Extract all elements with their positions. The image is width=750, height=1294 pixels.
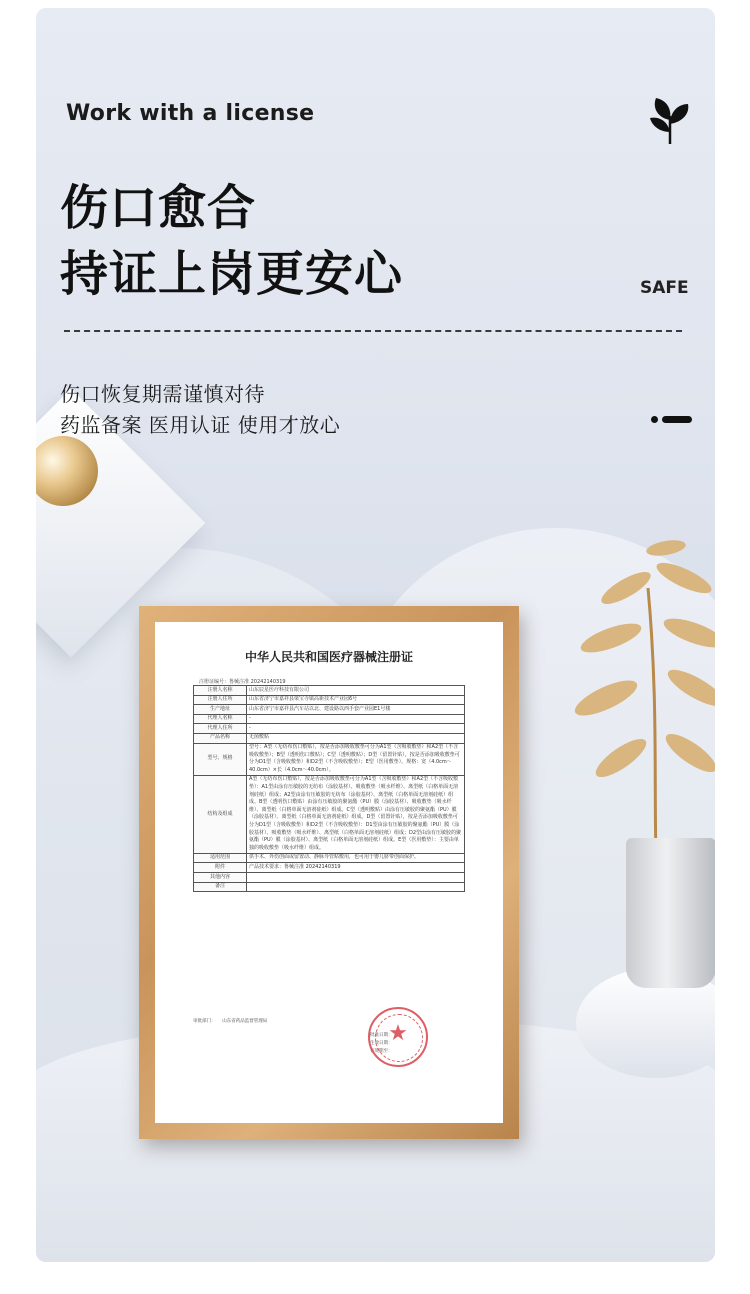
certificate-row-value: 山东省济宁市嘉祥县汽车站以北、建设路以西手套产业园E1号楼 — [247, 705, 465, 715]
approval-date-label: 批准日期： — [370, 1033, 393, 1038]
certificate-row-key: 产品名称 — [194, 733, 247, 743]
seal-star-icon: ★ — [388, 1021, 408, 1046]
certificate-row-value: - — [247, 714, 465, 724]
certificate-row-value: - — [247, 724, 465, 734]
certificate-row-value: A型（无纺布伤口敷贴），按是否添加吸收敷垫可分为A1型（含吸收敷垫）和A2型（不含吸收敷垫）：A1型由涂有压敏胶的无纺布（涂胶基材）、吸收敷垫（吸水纤维）、离型纸（白格单面无溶剂硅纸）组成；A2型由涂有压敏胶的无纺布（涂胶基材）、离型纸（白格单面无溶剂硅纸）组成。B型（透明伤口敷贴）由涂有压敏胶的聚氨酯（PU）膜（涂胶基材）、吸收敷垫（吸水纤维）、离型纸（白格单面无溶剂硅纸）组成。C型（透明敷贴）由涂有压敏胶的聚氨酯（PU）膜（涂胶基材）、离型纸（白格单面无溶剂硅纸）组成。D型（留置针贴），按是否添加吸收敷垫可分为D1型（含吸收敷垫）和D2型（不含吸收敷垫）：D1型由涂有压敏胶的聚氨酯（PU）膜（涂胶基材）、吸收敷垫（吸水纤维）、离型纸（白格单面无溶剂硅纸）组成；D2型由涂有压敏胶的聚氨酯（PU）膜（涂胶基材）、离型纸（白格单面无溶剂硅纸）组成。E型（医用敷垫）：主要由单独的吸收敷垫（吸水纤维）组成。 — [247, 775, 465, 853]
certificate-row-key: 注册人住所 — [194, 695, 247, 705]
indicator-dot — [651, 416, 658, 423]
certificate-row-value: 型号：A型（无纺布伤口敷贴），按是否添加吸收敷垫可分为A1型（含吸收敷垫）和A2型（不含吸收敷垫）；B型（透明伤口敷贴）；C型（透明敷贴）；D型（留置针贴），按是否添加吸收敷垫可分为D1型（含吸收敷垫）和D2型（不含吸收敷垫）；E型（医用敷垫）。规格：宽（4.0cm～40.0cm）×长（4.0cm～40.0cm）。 — [247, 743, 465, 775]
certificate-row-value: 山东辰星医疗科技有限公司 — [247, 686, 465, 696]
certificate-row-value — [247, 882, 465, 892]
certificate-row-key: 型号、规格 — [194, 743, 247, 775]
certificate-frame — [139, 606, 519, 1139]
certificate-row-key: 备注 — [194, 882, 247, 892]
golden-plant-icon — [566, 528, 715, 858]
certificate-row-key: 其他内容 — [194, 873, 247, 883]
certificate-row-key: 结构及组成 — [194, 775, 247, 853]
certificate-row-key: 生产地址 — [194, 705, 247, 715]
certificate-row-key: 附件 — [194, 863, 247, 873]
certificate-row — [194, 686, 465, 696]
certificate-row — [194, 863, 465, 873]
certificate-row — [194, 775, 465, 853]
certificate-number: 注册证编号：鲁械注准 20242140319 — [199, 679, 286, 685]
certificate-row — [194, 882, 465, 892]
certificate-row — [194, 743, 465, 775]
certificate-row — [194, 733, 465, 743]
expiry-date-label: 有效期至： — [370, 1049, 393, 1054]
english-title: Work with a license — [66, 101, 315, 126]
certificate-row-key: 代理人住所 — [194, 724, 247, 734]
certificate-paper — [155, 622, 503, 1123]
certificate-row — [194, 714, 465, 724]
official-seal — [368, 1007, 428, 1067]
certificate-row-value — [247, 873, 465, 883]
vase — [626, 838, 715, 988]
certificate-row — [194, 873, 465, 883]
certificate-row-value: 山东省济宁市嘉祥县梁宝寺镇高新技术产业园6号 — [247, 695, 465, 705]
main-title-line2: 持证上岗更安心 — [60, 246, 404, 302]
safe-label: SAFE — [640, 278, 689, 298]
indicator-bar — [662, 416, 692, 423]
main-title-line1: 伤口愈合 — [60, 180, 257, 236]
certificate-row — [194, 853, 465, 863]
certificate-title: 中华人民共和国医疗器械注册证 — [244, 650, 413, 664]
license-banner — [36, 8, 715, 1262]
subtitle-line2: 药监备案 医用认证 使用才放心 — [60, 413, 341, 437]
leaf-icon — [648, 94, 692, 146]
certificate-row-value: 供手术、外伤创面或留置动、静脉导管贴敷用，也可用于婴儿脐带创面保护。 — [247, 853, 465, 863]
certificate-table — [193, 685, 465, 892]
certificate-row-value: 产品技术要求：鲁械注准 20242140319 — [247, 863, 465, 873]
effective-date-label: 生效日期： — [370, 1041, 393, 1046]
approval-department: 审批部门： 山东省药品监督管理局 — [193, 1019, 268, 1024]
dashed-divider — [64, 330, 682, 332]
certificate-row-key: 注册人名称 — [194, 686, 247, 696]
certificate-row — [194, 724, 465, 734]
certificate-row-key: 代理人名称 — [194, 714, 247, 724]
certificate-row — [194, 705, 465, 715]
certificate-row-key: 适用范围 — [194, 853, 247, 863]
certificate-row-value: 无菌敷贴 — [247, 733, 465, 743]
certificate-row — [194, 695, 465, 705]
subtitle-line1: 伤口恢复期需谨慎对待 — [60, 382, 265, 406]
